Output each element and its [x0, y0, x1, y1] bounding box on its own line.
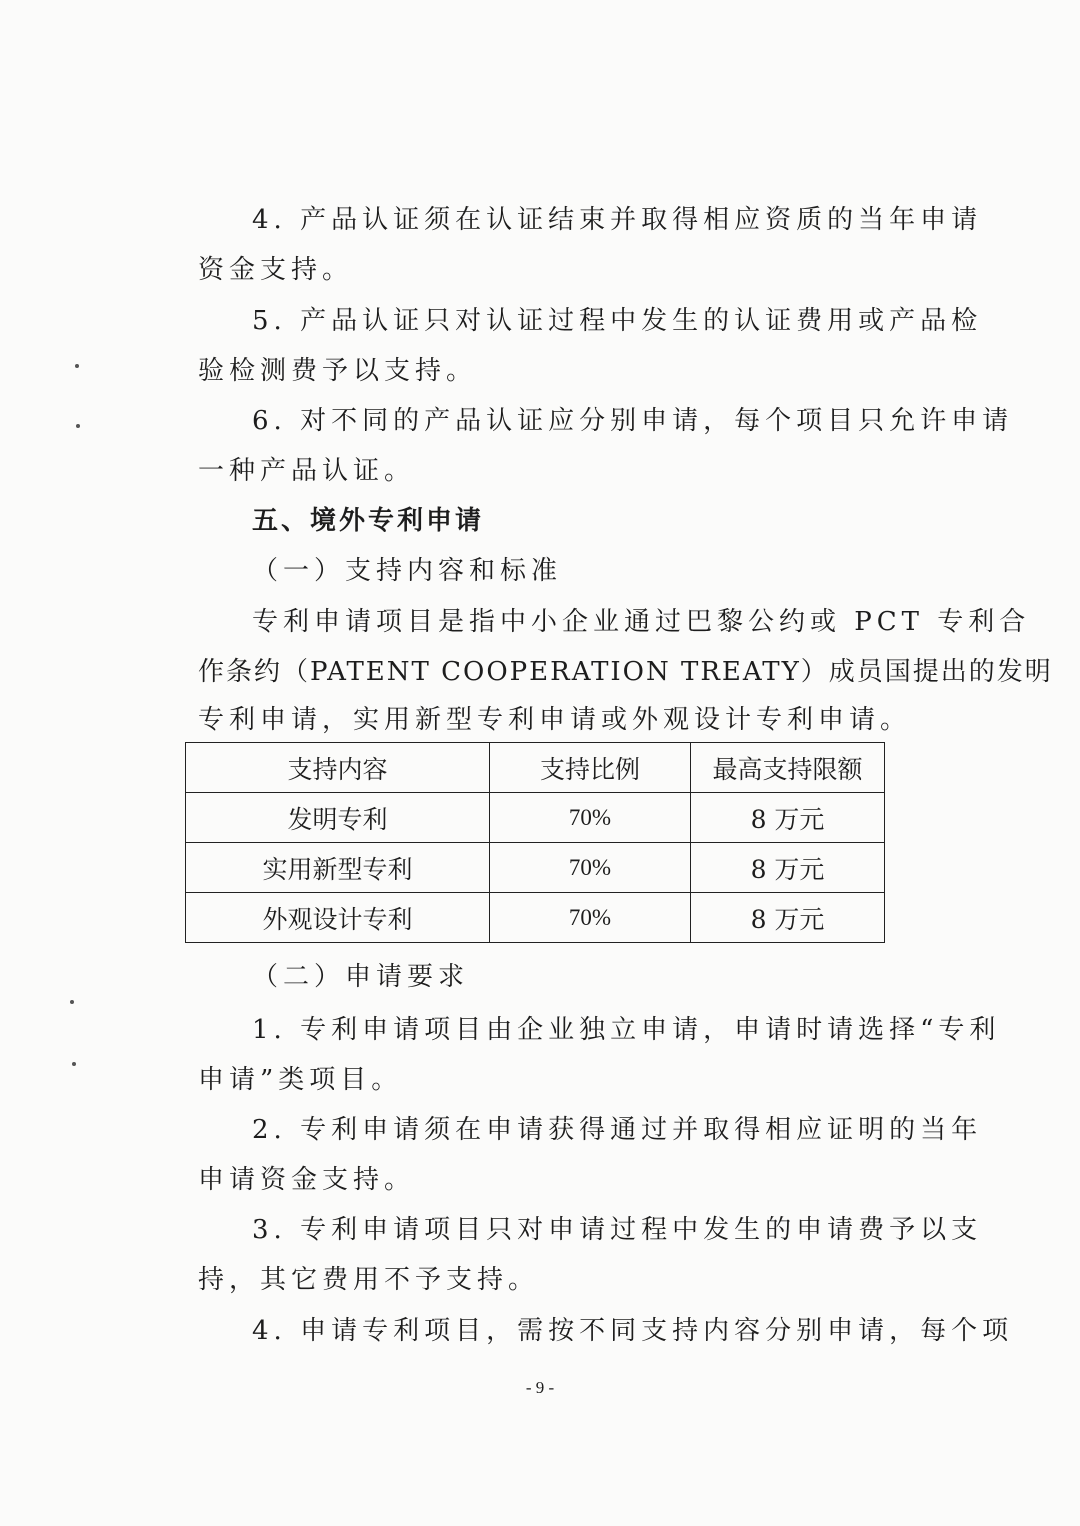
section5-title: 五、境外专利申请 — [252, 506, 485, 536]
row-content: 发明专利 — [186, 793, 490, 843]
row-limit: 8 万元 — [691, 843, 885, 893]
subsection1-title: （一）支持内容和标准 — [252, 556, 563, 586]
table-header-row — [186, 743, 885, 793]
scan-mark — [72, 1062, 76, 1066]
table-row — [186, 843, 885, 893]
req1-line1: 1. 专利申请项目由企业独立申请，申请时请选择“专利 — [252, 1015, 1001, 1045]
item5-line2: 验检测费予以支持。 — [198, 356, 478, 386]
page-number: - 9 - — [525, 1378, 555, 1397]
item4-line1: 4. 产品认证须在认证结束并取得相应资质的当年申请 — [252, 205, 983, 235]
req4-line1: 4. 申请专利项目，需按不同支持内容分别申请，每个项 — [252, 1316, 1014, 1346]
row-content: 实用新型专利 — [186, 843, 490, 893]
table-row — [186, 893, 885, 943]
row-ratio: 70% — [490, 893, 691, 943]
item5-line1: 5. 产品认证只对认证过程中发生的认证费用或产品检 — [252, 306, 983, 336]
intro-line3: 专利申请，实用新型专利申请或外观设计专利申请。 — [198, 705, 912, 735]
table-row — [186, 793, 885, 843]
scan-mark — [70, 1000, 74, 1004]
req3-line2: 持，其它费用不予支持。 — [198, 1265, 540, 1295]
row-limit: 8 万元 — [691, 793, 885, 843]
row-limit: 8 万元 — [691, 893, 885, 943]
scan-mark — [75, 364, 79, 368]
intro-line1: 专利申请项目是指中小企业通过巴黎公约或 PCT 专利合 — [252, 607, 1031, 637]
req2-line1: 2. 专利申请须在申请获得通过并取得相应证明的当年 — [252, 1115, 983, 1145]
scan-mark — [76, 424, 80, 428]
item6-line1: 6. 对不同的产品认证应分别申请，每个项目只允许申请 — [252, 406, 1014, 436]
req1-line2: 申请”类项目。 — [198, 1065, 403, 1095]
req2-line2: 申请资金支持。 — [198, 1165, 416, 1195]
row-content: 外观设计专利 — [186, 893, 490, 943]
subsection2-title: （二）申请要求 — [252, 962, 470, 992]
intro-line2: 作条约（PATENT COOPERATION TREATY）成员国提出的发明 — [198, 657, 1053, 687]
support-table — [185, 742, 885, 943]
header-limit: 最高支持限额 — [691, 743, 885, 793]
row-ratio: 70% — [490, 793, 691, 843]
row-ratio: 70% — [490, 843, 691, 893]
req3-line1: 3. 专利申请项目只对申请过程中发生的申请费予以支 — [252, 1215, 983, 1245]
item4-line2: 资金支持。 — [198, 255, 354, 285]
header-ratio: 支持比例 — [490, 743, 691, 793]
item6-line2: 一种产品认证。 — [198, 456, 416, 486]
header-content: 支持内容 — [186, 743, 490, 793]
